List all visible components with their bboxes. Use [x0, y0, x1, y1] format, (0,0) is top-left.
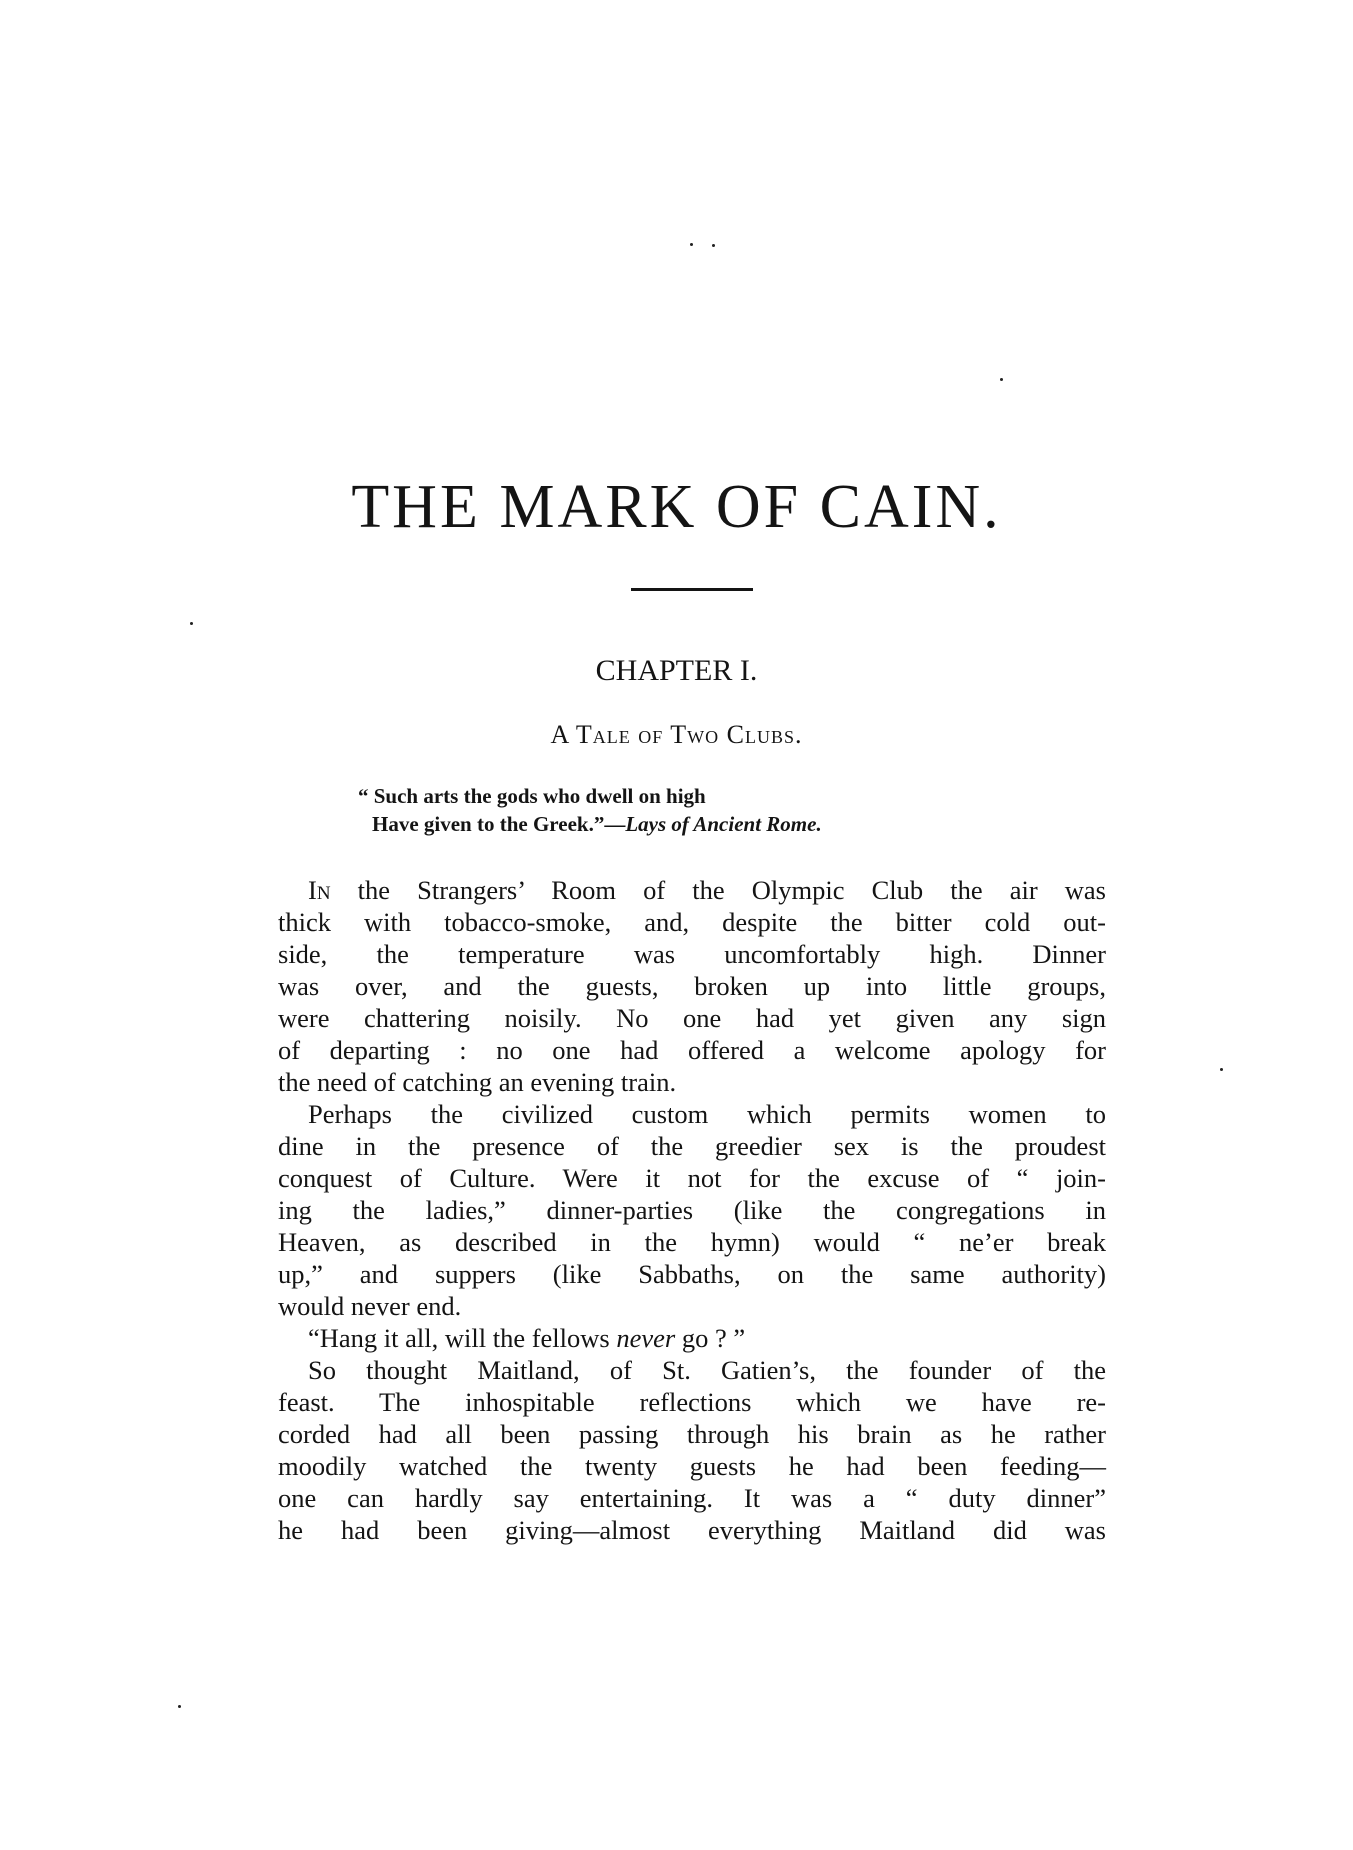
- paragraph-4: [278, 1354, 1106, 1546]
- body-text: [278, 874, 1106, 1546]
- scan-speck: [712, 244, 715, 247]
- text-line: Heaven, as described in the hymn) would “ ne’er break: [278, 1227, 1106, 1257]
- text-line: one can hardly say entertaining. It was a “ duty dinner”: [278, 1483, 1106, 1513]
- epigraph-line-2-text: Have given to the Greek.”—: [372, 812, 626, 836]
- paragraph-3: [278, 1322, 1106, 1354]
- text-line: moodily watched the twenty guests he had been feeding—: [278, 1451, 1106, 1481]
- epigraph: [358, 782, 822, 838]
- scan-speck: [1000, 378, 1003, 381]
- text-line: were chattering noisily. No one had yet given any sign: [278, 1003, 1106, 1033]
- chapter-heading: CHAPTER I.: [595, 654, 758, 687]
- epigraph-source: Lays of Ancient Rome.: [625, 812, 822, 836]
- chapter-subtitle: A Tale of Two Clubs.: [550, 720, 803, 749]
- text-line: was over, and the guests, broken up into little groups,: [278, 971, 1106, 1001]
- text-line: feast. The inhospitable reflections which we have re-: [278, 1387, 1106, 1417]
- scan-speck: [690, 243, 693, 246]
- text-line: corded had all been passing through his brain as he rather: [278, 1419, 1106, 1449]
- paragraph-2: [278, 1098, 1106, 1322]
- epigraph-line-2: [358, 810, 822, 838]
- epigraph-line-1: “ Such arts the gods who dwell on high: [358, 784, 706, 808]
- text-line: dine in the presence of the greedier sex is the proudest: [278, 1131, 1106, 1161]
- text-line: of departing : no one had offered a welcome apology for: [278, 1035, 1106, 1065]
- scan-speck: [178, 1705, 181, 1708]
- text-line: [278, 874, 1106, 906]
- text-line: Perhaps the civilized custom which permits women to: [308, 1099, 1106, 1129]
- title-divider-rule: [631, 588, 753, 591]
- scan-speck: [1220, 1068, 1223, 1071]
- text-line-content: the Strangers’ Room of the Olympic Club the air was: [330, 875, 1106, 905]
- scan-speck: [190, 622, 193, 625]
- paragraph-1: [278, 874, 1106, 1098]
- dialogue-text-end: go ? ”: [675, 1323, 746, 1353]
- dialogue-text: “Hang it all, will the fellows: [308, 1323, 617, 1353]
- text-line: the need of catching an evening train.: [278, 1067, 677, 1097]
- text-line: he had been giving—almost everything Maitland did was: [278, 1515, 1106, 1545]
- text-line: thick with tobacco-smoke, and, despite the bitter cold out-: [278, 907, 1106, 937]
- text-line: side, the temperature was uncomfortably high. Dinner: [278, 939, 1106, 969]
- book-title: THE MARK OF CAIN.: [351, 473, 1002, 541]
- text-line: ing the ladies,” dinner-parties (like the congregations in: [278, 1195, 1106, 1225]
- text-line: So thought Maitland, of St. Gatien’s, the founder of the: [308, 1355, 1106, 1385]
- text-line: up,” and suppers (like Sabbaths, on the same authority): [278, 1259, 1106, 1289]
- text-line: [278, 1322, 1106, 1354]
- text-line: conquest of Culture. Were it not for the excuse of “ join-: [278, 1163, 1106, 1193]
- emphasis-text: never: [616, 1323, 676, 1353]
- opening-word: In: [308, 875, 331, 905]
- text-line: would never end.: [278, 1291, 462, 1321]
